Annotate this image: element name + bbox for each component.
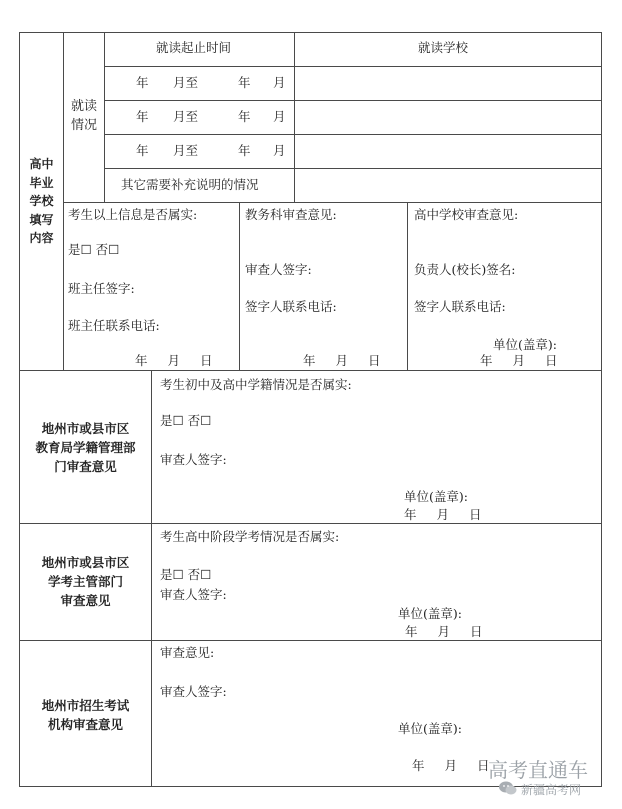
- period-row-3-start-year: 年: [136, 143, 149, 158]
- period-row-2-end-year: 年: [238, 109, 251, 124]
- admission-opinion: 审查意见:: [160, 645, 215, 660]
- section-line-1: [19, 370, 602, 371]
- admission-section-label: 地州市招生考试 机构审查意见: [41, 698, 130, 732]
- period-row-2-start-year: 年: [136, 109, 149, 124]
- hs-col3-phone: 签字人联系电话:: [414, 299, 506, 314]
- study-info-bottom-line: [63, 202, 602, 203]
- period-row-line-3: [104, 134, 602, 135]
- period-row-1-end-month: 月: [273, 75, 286, 90]
- exam-date: 年 月 日: [405, 624, 483, 639]
- record-question: 考生初中及高中学籍情况是否属实:: [160, 377, 352, 392]
- admission-date: 年 月 日: [412, 758, 490, 773]
- wechat-icon: [498, 780, 518, 796]
- hs-col2-title: 教务科审查意见:: [245, 207, 337, 222]
- period-row-2-end-month: 月: [273, 109, 286, 124]
- study-label: 就读 情况: [70, 99, 97, 133]
- col-school-header: 就读学校: [418, 40, 469, 55]
- period-row-line-4: [104, 168, 602, 169]
- period-row-3-start-month: 月至: [173, 143, 199, 158]
- period-row-2-start-month: 月至: [173, 109, 199, 124]
- period-school-divider: [294, 32, 295, 202]
- period-row-1-end-year: 年: [238, 75, 251, 90]
- hs-col2-phone: 签字人联系电话:: [245, 299, 337, 314]
- period-row-line-2: [104, 100, 602, 101]
- hs-col3-signer: 负责人(校长)签名:: [414, 262, 516, 277]
- watermark-title: 高考直通车: [488, 758, 588, 782]
- table-border-right: [601, 32, 602, 787]
- hs-side-label: 高中 毕业 学校 填写 内容: [29, 157, 54, 246]
- period-row-1-start-year: 年: [136, 75, 149, 90]
- period-row-3-end-year: 年: [238, 143, 251, 158]
- hs-col3-title: 高中学校审查意见:: [414, 207, 519, 222]
- hs-col2-signer: 审查人签字:: [245, 262, 312, 277]
- other-info-label: 其它需要补充说明的情况: [121, 177, 259, 192]
- admission-seal: 单位(盖章):: [398, 721, 462, 736]
- period-row-1-start-month: 月至: [173, 75, 199, 90]
- hs-col3-date: 年 月 日: [480, 353, 558, 368]
- col-period-header: 就读起止时间: [156, 40, 232, 55]
- review-col-divider-2: [407, 202, 408, 370]
- admission-signer: 审查人签字:: [160, 684, 227, 699]
- hs-col1-date: 年 月 日: [135, 353, 213, 368]
- watermark-account: 新疆高考网: [521, 783, 582, 797]
- section-line-2: [19, 523, 602, 524]
- hs-col3-seal: 单位(盖章):: [493, 337, 557, 352]
- hs-side-divider: [63, 32, 64, 370]
- hs-col1-question: 考生以上信息是否属实:: [68, 207, 198, 222]
- table-border-left: [19, 32, 20, 787]
- exam-section-label: 地州市或县市区 学考主管部门 审查意见: [41, 555, 130, 608]
- record-date: 年 月 日: [404, 507, 482, 522]
- hs-col2-date: 年 月 日: [303, 353, 381, 368]
- exam-signer: 审查人签字:: [160, 587, 227, 602]
- exam-question: 考生高中阶段学考情况是否属实:: [160, 529, 340, 544]
- period-row-line-1: [104, 66, 602, 67]
- section-line-3: [19, 640, 602, 641]
- period-row-3-end-month: 月: [273, 143, 286, 158]
- exam-seal: 单位(盖章):: [398, 606, 462, 621]
- hs-col1-yes-no: 是☐ 否☐: [68, 242, 120, 257]
- record-seal: 单位(盖章):: [404, 489, 468, 504]
- hs-col1-signer: 班主任签字:: [68, 281, 135, 296]
- record-section-label: 地州市或县市区 教育局学籍管理部 门审查意见: [35, 421, 136, 474]
- hs-col1-phone: 班主任联系电话:: [68, 318, 160, 333]
- lower-label-divider: [151, 370, 152, 787]
- record-signer: 审查人签字:: [160, 452, 227, 467]
- record-yes-no: 是☐ 否☐: [160, 413, 212, 428]
- exam-yes-no: 是☐ 否☐: [160, 567, 212, 582]
- review-col-divider-1: [239, 202, 240, 370]
- table-border-top: [19, 32, 602, 33]
- study-label-divider: [104, 32, 105, 202]
